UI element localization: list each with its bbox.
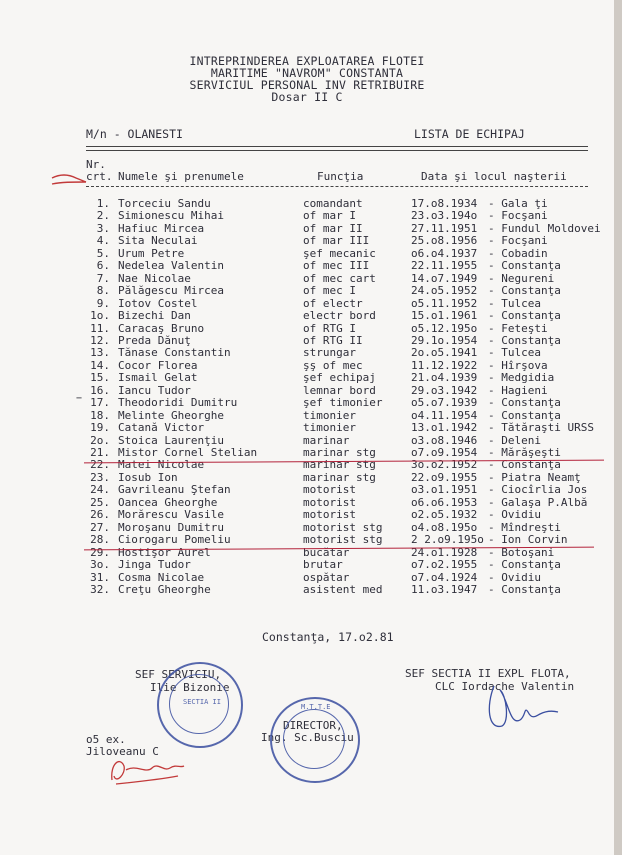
crew-birth-date: o5.12.195o	[411, 321, 478, 335]
crew-function: of mec cart	[303, 271, 376, 285]
col-function-label: Funcţia	[317, 170, 364, 183]
crew-row	[0, 384, 614, 396]
crew-birth-place: - Constanţa	[488, 259, 561, 273]
crew-birth-place: - Gala ţi	[488, 197, 548, 210]
crew-birth-date: 17.o8.1934	[411, 197, 478, 210]
crew-birth-place: - Constanţa	[488, 558, 561, 571]
crew-nr: 15.	[90, 371, 110, 385]
crew-birth-place: - Constanţa	[488, 458, 561, 472]
rule-top-1	[86, 146, 588, 147]
crew-birth-place: - Galaşa P.Albă	[488, 495, 588, 509]
crew-row	[0, 421, 614, 433]
crew-nr: 5.	[96, 246, 110, 260]
crew-birth-date: o3.o8.1946	[411, 433, 478, 447]
crew-name: Nae Nicolae	[118, 271, 191, 285]
crew-birth-place: - Negureni	[488, 271, 555, 285]
crew-nr: 19.	[90, 421, 110, 435]
crew-nr: 3.	[96, 221, 110, 235]
rule-top-2	[86, 150, 588, 151]
crew-name: Stoica Laurenţiu	[118, 433, 224, 447]
crew-birth-date: 27.11.1951	[411, 221, 478, 235]
crew-row	[0, 521, 614, 533]
crew-name: Theodoridi Dumitru	[118, 396, 238, 410]
crew-name: Preda Dănuţ	[118, 333, 191, 347]
signature-right	[480, 676, 560, 736]
crew-row	[0, 508, 614, 520]
crew-nr: 2o.	[90, 433, 110, 447]
crew-nr: 28.	[90, 533, 110, 547]
crew-row	[0, 583, 614, 595]
crew-nr: 4.	[96, 234, 110, 248]
crew-birth-date: o7.o2.1955	[411, 558, 478, 571]
sig-left-title: SEF SERVICIU,	[135, 668, 222, 681]
crew-birth-place: - Constanţa	[488, 408, 561, 422]
crew-birth-place: - Mărăşeşti	[488, 446, 561, 459]
ship-name: M/n - OLANESTI	[86, 127, 183, 141]
crew-nr: 6.	[96, 259, 110, 273]
crew-nr: 17.	[90, 396, 110, 410]
crew-function: şef mecanic	[303, 246, 376, 260]
crew-birth-date: 11.12.1922	[411, 358, 478, 372]
crew-name: Caracaş Bruno	[118, 321, 205, 335]
crew-function: electr bord	[303, 309, 376, 323]
crew-nr: 9.	[96, 296, 110, 310]
crew-row	[0, 197, 614, 209]
crew-name: Ciorogaru Pomeliu	[118, 533, 231, 547]
crew-name: Hafiuc Mircea	[118, 221, 205, 235]
col-nr-label: Nr.	[86, 158, 106, 171]
crew-name: Torceciu Sandu	[118, 197, 211, 210]
crew-birth-place: - Constanţa	[488, 309, 561, 323]
crew-function: timonier	[303, 408, 356, 422]
crew-function: of mar I	[303, 209, 356, 223]
crew-nr: 29.	[90, 545, 110, 559]
crew-function: of mec I	[303, 284, 356, 298]
crew-nr: 3o.	[90, 558, 110, 571]
crew-birth-date: 3o.o2.1952	[411, 458, 478, 472]
crew-function: marinar stg	[303, 470, 376, 484]
crew-birth-place: - Piatra Neamţ	[488, 470, 581, 484]
crew-nr: 12.	[90, 333, 110, 347]
crew-function: motorist	[303, 495, 356, 509]
place-date: Constanţa, 17.o2.81	[262, 630, 394, 644]
col-crt-label: crt.	[86, 170, 113, 183]
crew-row	[0, 209, 614, 221]
crew-name: Ismail Gelat	[118, 371, 198, 385]
crew-function: asistent med	[303, 583, 383, 596]
crew-function: marinar stg	[303, 446, 376, 459]
director-name: Ing. Sc.Busciu	[261, 731, 354, 744]
crew-birth-date: o6.o6.1953	[411, 495, 478, 509]
crew-function: ospătar	[303, 570, 350, 584]
crew-birth-place: - Tulcea	[488, 296, 541, 310]
signature-left	[106, 750, 186, 790]
crew-function: brutar	[303, 558, 343, 571]
crew-row	[0, 334, 614, 346]
crew-function: timonier	[303, 421, 356, 435]
header-line-2: MARITIME "NAVROM" CONSTANTA	[210, 66, 404, 80]
crew-nr: 1o.	[90, 309, 110, 323]
crew-row	[0, 247, 614, 259]
crew-function: marinar	[303, 433, 350, 447]
crew-birth-date: 24.o5.1952	[411, 284, 478, 298]
crew-birth-place: - Ovidiu	[488, 570, 541, 584]
sig-right-title: SEF SECTIA II EXPL FLOTA,	[405, 667, 571, 680]
crew-birth-date: o2.o5.1932	[411, 508, 478, 522]
crew-birth-place: - Constanţa	[488, 583, 561, 596]
stamp-left-text: SECTIA II	[183, 698, 221, 706]
crew-name: Simionescu Mihai	[118, 209, 224, 223]
crew-name: Iotov Costel	[118, 296, 198, 310]
crew-row	[0, 371, 614, 383]
crew-nr: 23.	[90, 470, 110, 484]
crew-nr: 8.	[96, 284, 110, 298]
crew-function: of mec III	[303, 259, 370, 273]
crew-name: Sita Neculai	[118, 234, 198, 248]
crew-row	[0, 396, 614, 408]
crew-birth-place: - Botoşani	[488, 545, 555, 559]
crew-function: şş of mec	[303, 358, 363, 372]
list-title: LISTA DE ECHIPAJ	[414, 127, 525, 141]
crew-row	[0, 409, 614, 421]
crew-birth-date: 21.o4.1939	[411, 371, 478, 385]
crew-name: Hostişor Aurel	[118, 545, 211, 559]
crew-function: strungar	[303, 346, 356, 360]
crew-row	[0, 297, 614, 309]
crew-name: Urum Petre	[118, 246, 185, 260]
margin-arrow-mark	[50, 170, 90, 190]
crew-function: lemnar bord	[303, 383, 376, 397]
crew-row	[0, 272, 614, 284]
crew-birth-date: 14.o7.1949	[411, 271, 478, 285]
crew-birth-place: - Ovidiu	[488, 508, 541, 522]
crew-function: of RTG II	[303, 333, 363, 347]
crew-birth-date: 25.o8.1956	[411, 234, 478, 248]
crew-function: of electr	[303, 296, 363, 310]
crew-name: Bizechi Dan	[118, 309, 191, 323]
crew-birth-date: 2o.o5.1941	[411, 346, 478, 360]
crew-function: motorist	[303, 508, 356, 522]
crew-birth-place: - Deleni	[488, 433, 541, 447]
crew-row	[0, 446, 614, 458]
crew-birth-place: - Constanţa	[488, 333, 561, 347]
crew-function: motorist	[303, 483, 356, 497]
crew-row	[0, 346, 614, 358]
crew-row	[0, 571, 614, 583]
header-line-3: SERVICIUL PERSONAL INV RETRIBUIRE	[189, 78, 425, 92]
crew-name: Cosma Nicolae	[118, 570, 205, 584]
crew-function: motorist stg	[303, 520, 383, 534]
crew-function: şef echipaj	[303, 371, 376, 385]
crew-row	[0, 284, 614, 296]
crew-row	[0, 496, 614, 508]
crew-birth-date: o4.11.1954	[411, 408, 478, 422]
typist-name: Jiloveanu C	[86, 745, 159, 758]
crew-function: comandant	[303, 197, 363, 210]
crew-birth-place: - Focşani	[488, 234, 548, 248]
crew-name: Gavrileanu Ştefan	[118, 483, 231, 497]
header-line-1: INTREPRINDEREA EXPLOATAREA FLOTEI	[189, 54, 425, 68]
crew-function: marinar stg	[303, 458, 376, 472]
crew-birth-place: - Tătăraşti URSS	[488, 421, 594, 435]
crew-birth-place: - Fundul Moldovei	[488, 221, 601, 235]
crew-name: Matei Nicolae	[118, 458, 205, 472]
crew-birth-date: o7.o9.1954	[411, 446, 478, 459]
crew-row	[0, 533, 614, 545]
crew-birth-date: 13.o1.1942	[411, 421, 478, 435]
crew-birth-date: 15.o1.1961	[411, 309, 478, 323]
crew-nr: 22.	[90, 458, 110, 472]
crew-name: Mistor Cornel Stelian	[118, 446, 258, 459]
crew-name: Cocor Florea	[118, 358, 198, 372]
stamp-center-inner-ring	[283, 709, 345, 769]
crew-nr: 24.	[90, 483, 110, 497]
director-title: DIRECTOR,	[283, 719, 343, 732]
crew-birth-date: o6.o4.1937	[411, 246, 478, 260]
margin-tick-mark: −	[76, 393, 83, 404]
crew-nr: 32.	[90, 583, 110, 596]
copies-note: o5 ex.	[86, 733, 126, 746]
crew-function: motorist stg	[303, 533, 383, 547]
crew-row	[0, 309, 614, 321]
crew-birth-date: o3.o1.1951	[411, 483, 478, 497]
crew-birth-date: 22.11.1955	[411, 259, 478, 273]
crew-row	[0, 259, 614, 271]
crew-name: Jinga Tudor	[118, 558, 191, 571]
crew-birth-place: - Tulcea	[488, 346, 541, 360]
crew-name: Catană Victor	[118, 421, 205, 435]
page-edge-shadow	[614, 0, 622, 855]
crew-birth-date: 22.o9.1955	[411, 470, 478, 484]
crew-row	[0, 483, 614, 495]
crew-birth-place: - Feteşti	[488, 321, 548, 335]
crew-function: of mar III	[303, 234, 370, 248]
crew-nr: 16.	[90, 383, 110, 397]
crew-row	[0, 558, 614, 570]
crew-row	[0, 434, 614, 446]
col-name-label: Numele şi prenumele	[118, 170, 244, 183]
crew-nr: 31.	[90, 570, 110, 584]
crew-function: of RTG I	[303, 321, 356, 335]
crew-name: Pălăgescu Mircea	[118, 284, 224, 298]
crew-name: Nedelea Valentin	[118, 259, 224, 273]
crew-birth-place: - Constanţa	[488, 396, 561, 410]
crew-birth-date: o5.11.1952	[411, 296, 478, 310]
crew-row	[0, 359, 614, 371]
crew-row	[0, 322, 614, 334]
sig-left-name: Ilie Bizonie	[150, 681, 230, 694]
crew-birth-date: 2 2.o9.195o	[411, 533, 484, 547]
crew-function: of mar II	[303, 221, 363, 235]
crew-birth-date: 29.1o.1954	[411, 333, 478, 347]
crew-name: Tănase Constantin	[118, 346, 231, 360]
crew-birth-place: - Hagieni	[488, 383, 548, 397]
crew-row	[0, 471, 614, 483]
crew-name: Iancu Tudor	[118, 383, 191, 397]
crew-nr: 13.	[90, 346, 110, 360]
stamp-left	[157, 662, 243, 748]
crew-birth-place: - Constanţa	[488, 284, 561, 298]
crew-birth-date: 23.o3.194o	[411, 209, 478, 223]
crew-nr: 1.	[96, 197, 110, 210]
crew-birth-place: - Ion Corvin	[488, 533, 568, 547]
crew-birth-date: 11.o3.1947	[411, 583, 478, 596]
header-line-4: Dosar II C	[271, 90, 343, 104]
crew-name: Moroşanu Dumitru	[118, 520, 224, 534]
crew-nr: 26.	[90, 508, 110, 522]
crew-name: Morărescu Vasile	[118, 508, 224, 522]
stamp-center	[270, 697, 360, 783]
crew-name: Iosub Ion	[118, 470, 178, 484]
sig-right-name: CLC Iordache Valentin	[435, 680, 575, 693]
crew-nr: 27.	[90, 520, 110, 534]
crew-function: bucătar	[303, 545, 350, 559]
crew-name: Melinte Gheorghe	[118, 408, 224, 422]
crew-birth-date: o4.o8.195o	[411, 520, 478, 534]
crew-birth-place: - Focşani	[488, 209, 548, 223]
crew-birth-place: - Hîrşova	[488, 358, 548, 372]
crew-nr: 11.	[90, 321, 110, 335]
crew-nr: 21.	[90, 446, 110, 459]
crew-birth-place: - Cobadin	[488, 246, 548, 260]
crew-birth-date: o7.o4.1924	[411, 570, 478, 584]
crew-nr: 7.	[96, 271, 110, 285]
col-date-place-label: Data şi locul naşterii	[421, 170, 567, 183]
crew-birth-place: - Medgidia	[488, 371, 555, 385]
crew-row	[0, 222, 614, 234]
crew-birth-place: - Mîndreşti	[488, 520, 561, 534]
crew-birth-place: - Ciocîrlia Jos	[488, 483, 588, 497]
crew-nr: 14.	[90, 358, 110, 372]
crew-function: şef timonier	[303, 396, 383, 410]
crew-name: Creţu Gheorghe	[118, 583, 211, 596]
crew-birth-date: 29.o3.1942	[411, 383, 478, 397]
rule-header-dashed	[86, 186, 588, 187]
crew-row	[0, 234, 614, 246]
crew-birth-date: 24.o1.1928	[411, 545, 478, 559]
crew-nr: 2.	[96, 209, 110, 223]
crew-name: Oancea Gheorghe	[118, 495, 218, 509]
crew-nr: 25.	[90, 495, 110, 509]
crew-birth-date: o5.o7.1939	[411, 396, 478, 410]
crew-nr: 18.	[90, 408, 110, 422]
stamp-center-text: M.T.T.E	[301, 703, 331, 711]
